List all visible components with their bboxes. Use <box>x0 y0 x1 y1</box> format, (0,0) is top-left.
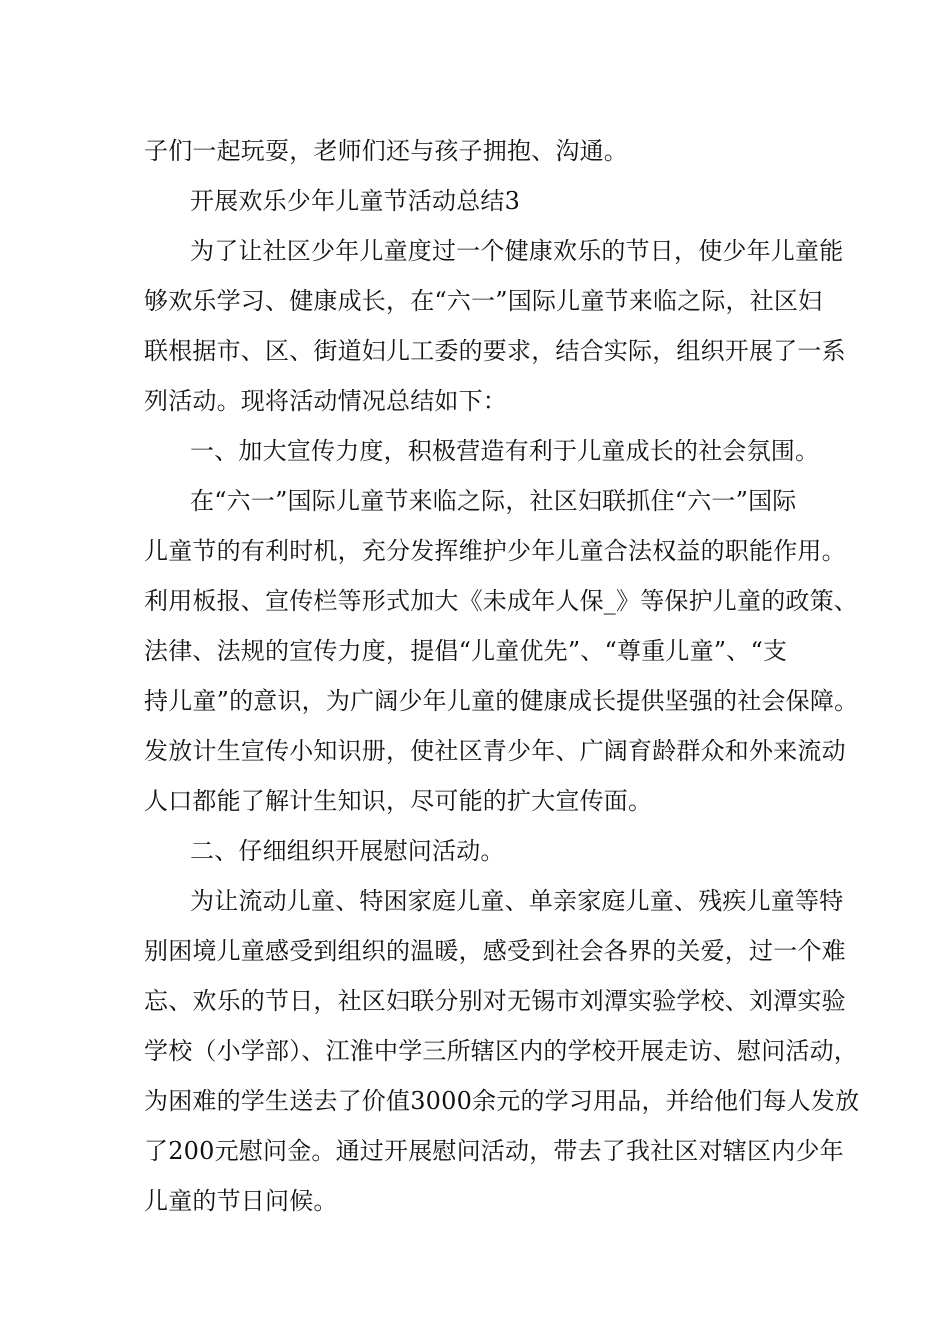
paragraph-line: 儿童的节日问候。 <box>144 1187 338 1215</box>
paragraph-line: 为了让社区少年儿童度过一个健康欢乐的节日，使少年儿童能 <box>190 237 844 265</box>
paragraph-line: 为让流动儿童、特困家庭儿童、单亲家庭儿童、残疾儿童等特 <box>190 887 844 915</box>
paragraph-line: 为困难的学生送去了价值3000余元的学习用品，并给他们每人发放 <box>144 1087 860 1115</box>
subheading-2: 二、仔细组织开展慰问活动。 <box>190 837 505 865</box>
paragraph-line: 够欢乐学习、健康成长，在“六一”国际儿童节来临之际，社区妇 <box>144 287 823 315</box>
subheading-1: 一、加大宣传力度，积极营造有利于儿童成长的社会氛围。 <box>190 437 820 465</box>
paragraph-line: 在“六一”国际儿童节来临之际，社区妇联抓住“六一”国际 <box>190 487 797 515</box>
body-text-line: 子们一起玩耍，老师们还与孩子拥抱、沟通。 <box>144 137 628 165</box>
paragraph-line: 利用板报、宣传栏等形式加大《未成年人保_》等保护儿童的政策、 <box>144 587 858 615</box>
paragraph-line: 联根据市、区、街道妇儿工委的要求，结合实际，组织开展了一系 <box>144 337 846 365</box>
paragraph-line: 列活动。现将活动情况总结如下： <box>144 387 507 415</box>
section-heading: 开展欢乐少年儿童节活动总结3 <box>190 187 521 215</box>
paragraph-line: 了200元慰问金。通过开展慰问活动，带去了我社区对辖区内少年 <box>144 1137 844 1165</box>
paragraph-line: 学校（小学部）、江淮中学三所辖区内的学校开展走访、慰问活动， <box>144 1037 858 1065</box>
paragraph-line: 发放计生宣传小知识册，使社区青少年、广阔育龄群众和外来流动 <box>144 737 846 765</box>
paragraph-line: 持儿童”的意识，为广阔少年儿童的健康成长提供坚强的社会保障。 <box>144 687 859 715</box>
paragraph-line: 法律、法规的宣传力度，提倡“儿童优先”、“尊重儿童”、“支 <box>144 637 788 665</box>
paragraph-line: 人口都能了解计生知识，尽可能的扩大宣传面。 <box>144 787 653 815</box>
paragraph-line: 别困境儿童感受到组织的温暖，感受到社会各界的关爱，过一个难 <box>144 937 846 965</box>
paragraph-line: 忘、欢乐的节日，社区妇联分别对无锡市刘潭实验学校、刘潭实验 <box>144 987 846 1015</box>
paragraph-line: 儿童节的有利时机，充分发挥维护少年儿童合法权益的职能作用。 <box>144 537 846 565</box>
